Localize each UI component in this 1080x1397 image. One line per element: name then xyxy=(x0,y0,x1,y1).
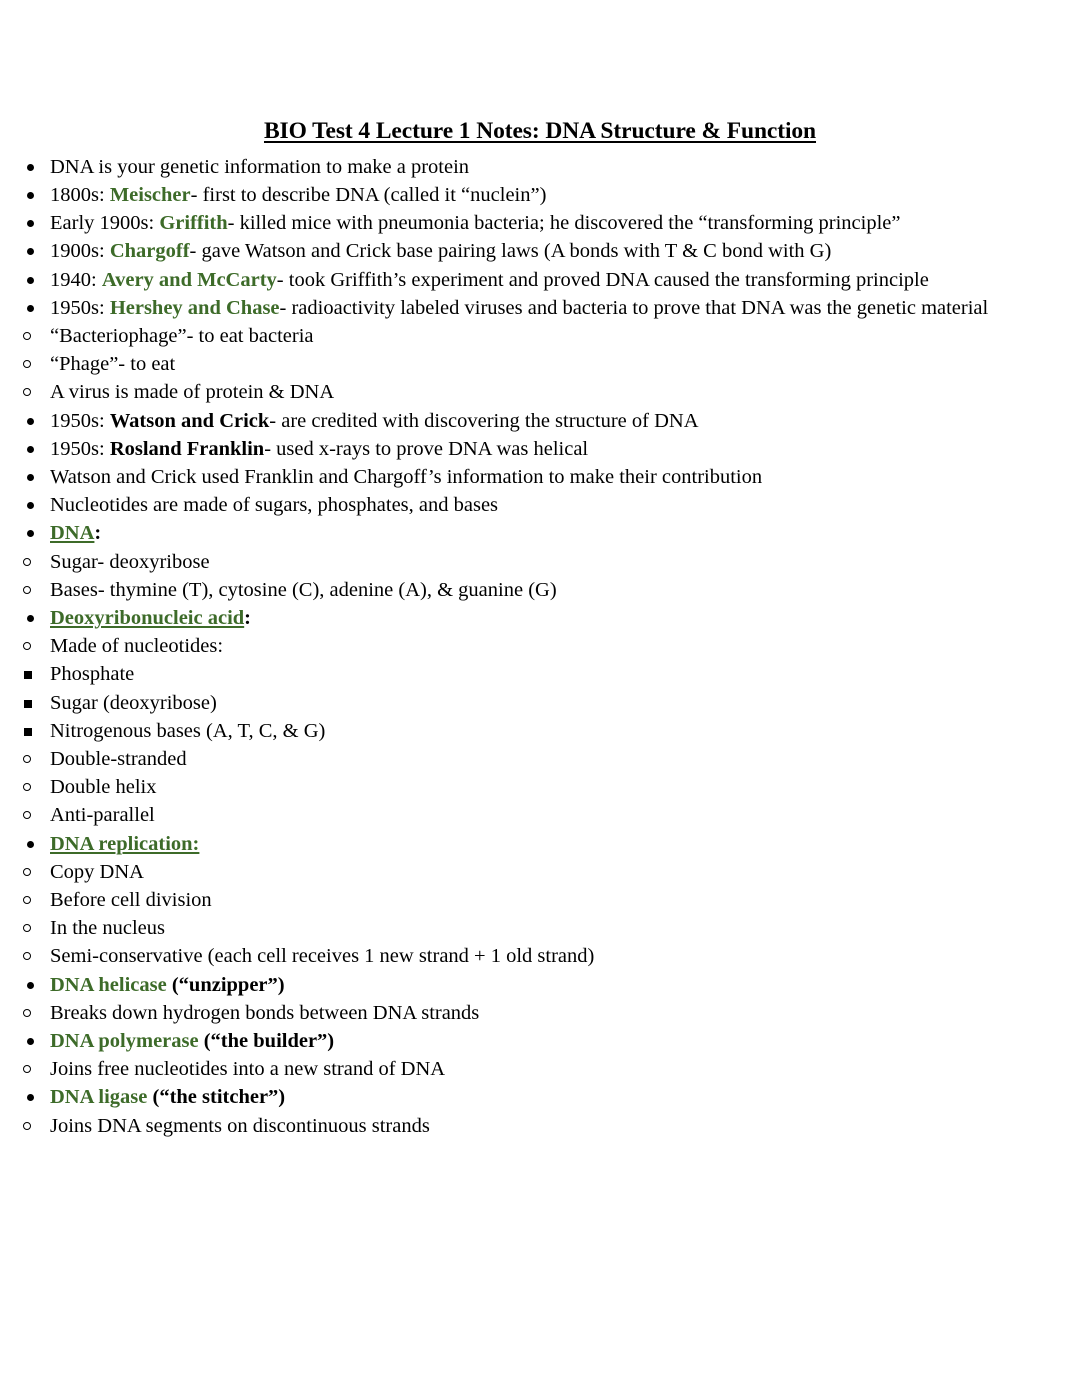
list-item xyxy=(50,717,1030,745)
list-item xyxy=(50,745,1030,773)
notes-outline xyxy=(50,153,1030,1140)
item-prefix: 1940: xyxy=(50,268,102,291)
item-rest: - first to describe DNA (called it “nuclein”) xyxy=(190,183,547,206)
list-item-text: Nucleotides are made of sugars, phosphates, and bases xyxy=(50,494,499,517)
sub-list xyxy=(50,322,1030,407)
list-item xyxy=(50,1112,1030,1140)
list-item xyxy=(50,604,1030,830)
list-item-text: “Phage”- to eat xyxy=(50,353,176,376)
list-item-text xyxy=(50,435,1030,463)
list-item xyxy=(50,463,1030,491)
list-item-text: In the nucleus xyxy=(50,917,165,940)
enzyme-nickname: (“unzipper”) xyxy=(166,973,285,996)
sub-list xyxy=(50,1055,1030,1083)
item-rest: - used x-rays to prove DNA was helical xyxy=(264,437,589,460)
sub-list xyxy=(50,858,1030,971)
item-rest: - killed mice with pneumonia bacteria; he discovered the “transforming principle” xyxy=(227,212,901,235)
item-prefix: 1950s: xyxy=(50,296,110,319)
term-deoxyribonucleic-acid: Deoxyribonucleic acid xyxy=(50,606,245,629)
list-item-text xyxy=(50,830,1030,858)
list-item-text xyxy=(50,519,1030,547)
page-title xyxy=(50,118,1030,146)
page-title-text: BIO Test 4 Lecture 1 Notes: DNA Structure & Function xyxy=(263,118,817,144)
list-item-text xyxy=(50,237,1030,265)
list-item-text: A virus is made of protein & DNA xyxy=(50,381,335,404)
list-item xyxy=(50,886,1030,914)
enzyme-name-polymerase: DNA polymerase xyxy=(50,1030,199,1053)
enzyme-nickname: (“the stitcher”) xyxy=(147,1086,286,1109)
list-item-text: Copy DNA xyxy=(50,860,144,883)
enzyme-name-helicase: DNA helicase xyxy=(50,973,167,996)
item-rest: - gave Watson and Crick base pairing laws (A bonds with T & C bond with G) xyxy=(189,240,832,263)
list-item-text xyxy=(50,294,1030,322)
list-item xyxy=(50,237,1030,265)
list-item xyxy=(50,632,1030,745)
list-item xyxy=(50,491,1030,519)
list-item-text: Anti-parallel xyxy=(50,804,155,827)
item-prefix: 1950s: xyxy=(50,409,110,432)
term-colon: : xyxy=(244,606,251,629)
list-item-text xyxy=(50,1027,1030,1055)
list-item-text: Double-stranded xyxy=(50,747,187,770)
list-item-text: Watson and Crick used Franklin and Chargoff’s information to make their contribution xyxy=(50,465,763,488)
scientist-name: Chargoff xyxy=(109,240,190,263)
list-item-text xyxy=(50,407,1030,435)
list-item-text xyxy=(50,1083,1030,1111)
list-item xyxy=(50,660,1030,688)
scientist-name: Avery and McCarty xyxy=(101,268,277,291)
scientist-name: Meischer xyxy=(109,183,191,206)
list-item xyxy=(50,153,1030,181)
list-item-text: Bases- thymine (T), cytosine (C), adenine (A), & guanine (G) xyxy=(50,578,557,601)
list-item xyxy=(50,830,1030,971)
scientist-name: Hershey and Chase xyxy=(109,296,280,319)
list-item xyxy=(50,914,1030,942)
sub-sub-list xyxy=(50,660,1030,745)
list-item-text: Breaks down hydrogen bonds between DNA strands xyxy=(50,1001,480,1024)
list-item-text: Before cell division xyxy=(50,889,212,911)
list-item-text: Made of nucleotides: xyxy=(50,635,224,658)
sub-list xyxy=(50,1112,1030,1140)
list-item-text xyxy=(50,209,1030,237)
list-item-text xyxy=(50,181,1030,209)
term-dna-replication: DNA replication: xyxy=(50,832,200,855)
list-item xyxy=(50,773,1030,801)
term-dna: DNA xyxy=(50,522,95,545)
list-item xyxy=(50,294,1030,407)
list-item xyxy=(50,181,1030,209)
list-item xyxy=(50,689,1030,717)
item-prefix: 1800s: xyxy=(50,183,110,206)
list-item xyxy=(50,378,1030,406)
enzyme-nickname: (“the builder”) xyxy=(198,1030,335,1053)
sub-list xyxy=(50,632,1030,829)
list-item-text: Phosphate xyxy=(50,663,135,686)
item-prefix: 1900s: xyxy=(50,240,110,263)
sub-list xyxy=(50,999,1030,1027)
list-item xyxy=(50,435,1030,463)
list-item xyxy=(50,407,1030,435)
list-item-text: Sugar (deoxyribose) xyxy=(50,691,217,714)
list-item xyxy=(50,548,1030,576)
enzyme-name-ligase: DNA ligase xyxy=(50,1086,148,1109)
list-item-text: Double helix xyxy=(50,776,157,799)
list-item xyxy=(50,266,1030,294)
list-item xyxy=(50,971,1030,1027)
list-item-text: “Bacteriophage”- to eat bacteria xyxy=(50,324,314,347)
list-item-text xyxy=(50,266,1030,294)
scientist-name: Watson and Crick xyxy=(109,409,270,432)
list-item-text xyxy=(50,971,1030,999)
list-item xyxy=(50,858,1030,886)
list-item xyxy=(50,576,1030,604)
item-prefix: Early 1900s: xyxy=(50,212,160,235)
list-item xyxy=(50,801,1030,829)
item-rest: - radioactivity labeled viruses and bacteria to prove that DNA was the genetic material xyxy=(279,296,989,319)
list-item xyxy=(50,350,1030,378)
list-item-text: Joins free nucleotides into a new strand of DNA xyxy=(50,1058,446,1081)
list-item-text xyxy=(50,604,1030,632)
scientist-name: Griffith xyxy=(159,212,228,235)
list-item xyxy=(50,999,1030,1027)
list-item-text: Nitrogenous bases (A, T, C, & G) xyxy=(50,719,326,742)
item-rest: - took Griffith’s experiment and proved DNA caused the transforming principle xyxy=(276,268,929,291)
item-prefix: 1950s: xyxy=(50,437,110,460)
list-item xyxy=(50,1083,1030,1139)
list-item-text: Joins DNA segments on discontinuous strands xyxy=(50,1114,430,1137)
list-item xyxy=(50,322,1030,350)
list-item xyxy=(50,942,1030,970)
list-item xyxy=(50,1027,1030,1083)
scientist-name: Rosland Franklin xyxy=(109,437,265,460)
term-colon: : xyxy=(94,522,102,545)
list-item-text: Semi-conservative (each cell receives 1 new strand + 1 old strand) xyxy=(50,945,595,968)
list-item-text: DNA is your genetic information to make a protein xyxy=(50,155,470,178)
list-item xyxy=(50,209,1030,237)
list-item-text: Sugar- deoxyribose xyxy=(50,550,210,573)
item-rest: - are credited with discovering the structure of DNA xyxy=(269,409,699,432)
list-item xyxy=(50,1055,1030,1083)
sub-list xyxy=(50,548,1030,604)
list-item xyxy=(50,519,1030,604)
